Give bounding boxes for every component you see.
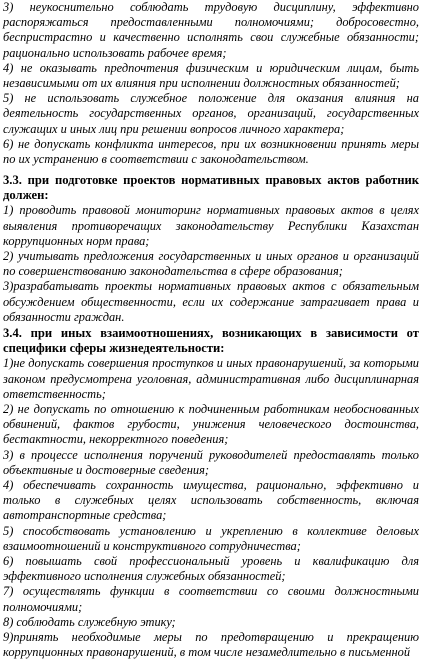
section-heading: 3.4. при иных взаимоотношениях, возникающих в зависимости от специфики сферы жизнедеятельности: xyxy=(3,326,419,356)
list-item: 9)принять необходимые меры по предотвращению и прекращению коррупционных правонарушений, в том числе незамедлительно в письменной xyxy=(3,630,419,660)
list-item: 3)разрабатывать проекты нормативных правовых актов с обязательным обсуждением общественности, если их содержание затрагивает права и обязанности граждан. xyxy=(3,279,419,324)
list-item: 5) не использовать служебное положение для оказания влияния на деятельность государственных органов, организаций, государственных служащих и иных лиц при решении вопросов личного характера; xyxy=(3,91,419,136)
duties-list-top xyxy=(3,0,419,167)
list-item: 4) обеспечивать сохранность имущества, рационально, эффективно и только в служебных целях использовать собственность, включая автотранспортные средства; xyxy=(3,478,419,523)
list-item: 2) учитывать предложения государственных и иных органов и организаций по совершенствованию законодательства в сфере образования; xyxy=(3,249,419,279)
list-item: 1)не допускать совершения проступков и иных правонарушений, за которыми законом предусмотрена уголовная, административная либо дисциплинарная ответственность; xyxy=(3,356,419,401)
section-3-3 xyxy=(3,173,419,325)
list-item: 3) неукоснительно соблюдать трудовую дисциплину, эффективно распоряжаться предоставленными полномочиями; добросовестно, беспристрастно и качественно исполнять свои служебные обязанности; рационально использовать рабочее время; xyxy=(3,0,419,60)
section-heading: 3.3. при подготовке проектов нормативных правовых актов работник должен: xyxy=(3,173,419,203)
list-item: 3) в процессе исполнения поручений руководителей предоставлять только объективные и достоверные сведения; xyxy=(3,447,419,477)
list-item: 2) не допускать по отношению к подчиненным работникам необоснованных обвинений, фактов грубости, унижения человеческого достоинства, бестактности, некорректного поведения; xyxy=(3,402,419,447)
list-item: 1) проводить правовой мониторинг нормативных правовых актов в целях выявления противоречащих законодательству Республики Казахстан коррупционных норм права; xyxy=(3,203,419,248)
list-item: 4) не оказывать предпочтения физическим и юридическим лицам, быть независимыми от их влияния при исполнении должностных обязанностей; xyxy=(3,60,419,91)
list-item: 5) способствовать установлению и укреплению в коллективе деловых взаимоотношений и конструктивного сотрудничества; xyxy=(3,523,419,553)
list-item: 6) не допускать конфликта интересов, при их возникновении принять меры по их устранению в соответствии с законодательством. xyxy=(3,136,419,167)
list-item: 7) осуществлять функции в соответствии со своими должностными полномочиями; xyxy=(3,584,419,614)
list-item: 6) повышать свой профессиональный уровень и квалификацию для эффективного исполнения служебных обязанностей; xyxy=(3,554,419,584)
section-3-4 xyxy=(3,326,419,660)
list-item: 8) соблюдать служебную этику; xyxy=(3,614,176,629)
